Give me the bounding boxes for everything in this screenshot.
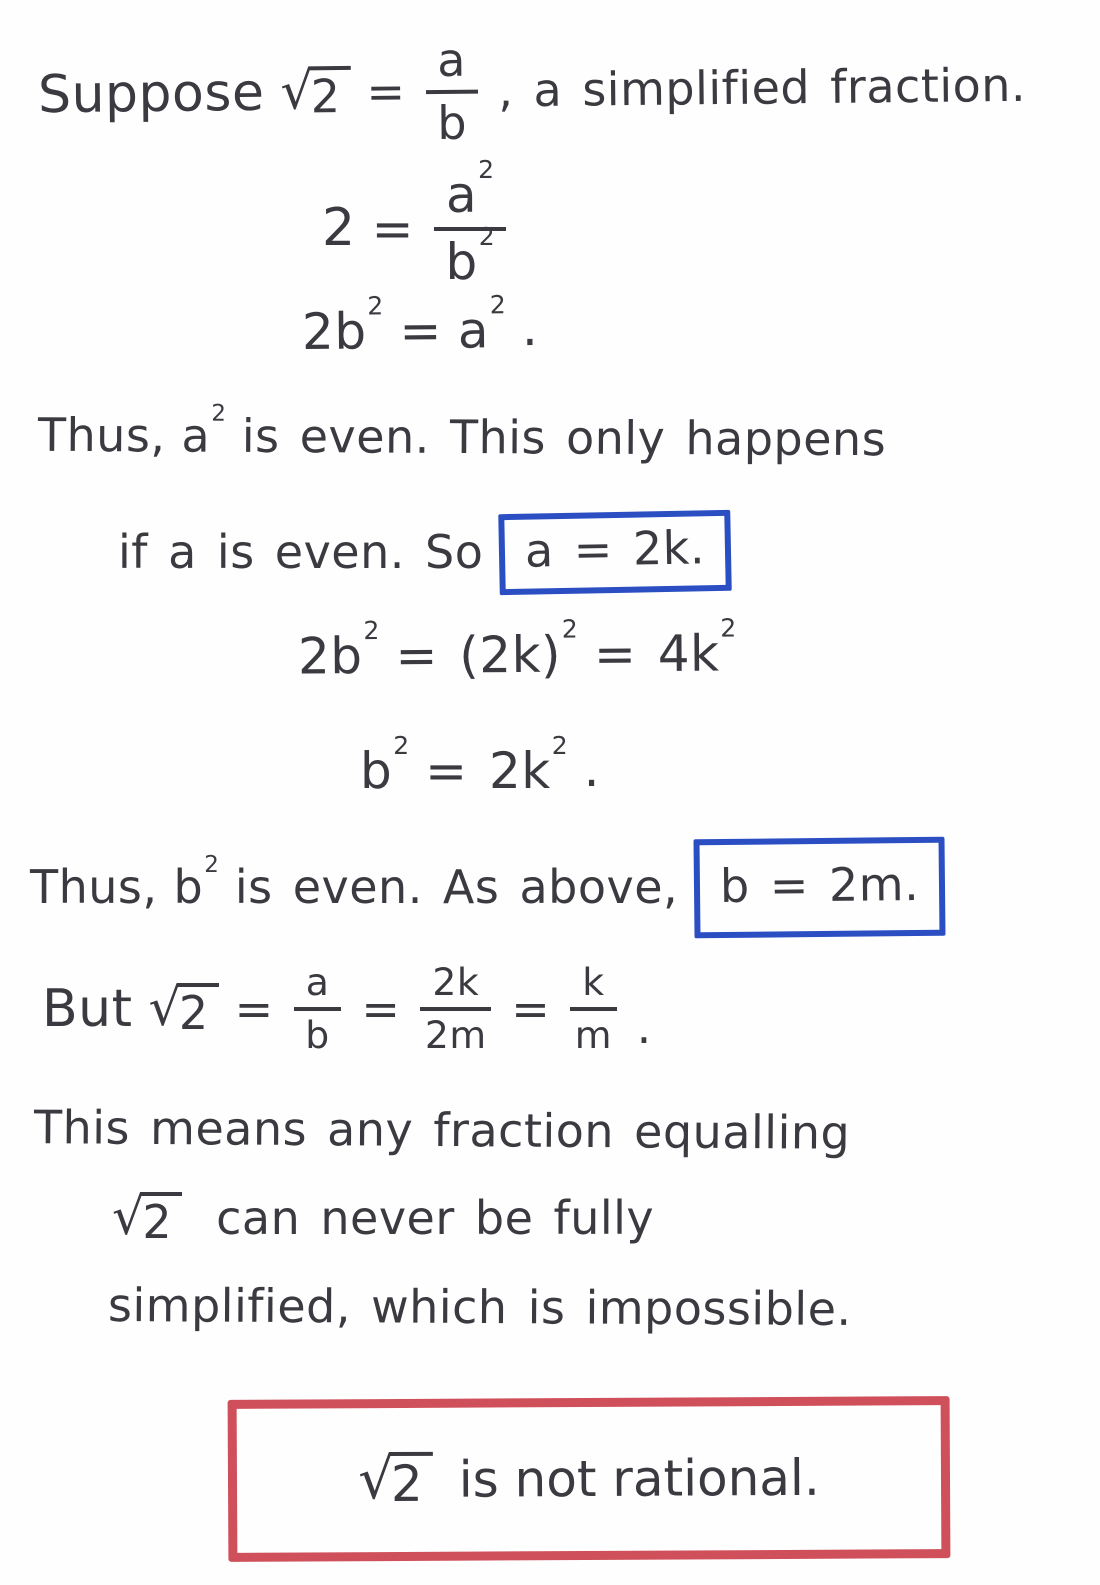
num-exponent: 2: [478, 155, 495, 185]
word-thus: Thus,: [37, 407, 166, 463]
sqrt-2-expression: [280, 61, 351, 124]
fraction-numerator: a: [425, 35, 478, 94]
equals-sign: =: [399, 301, 443, 361]
fraction-numerator: 2k: [420, 962, 491, 1011]
fraction-k-over-m: [570, 962, 616, 1057]
period: .: [636, 1000, 652, 1055]
fraction-a2-over-b2: [434, 155, 506, 291]
fraction-denominator: [445, 222, 495, 291]
fraction-denominator: b: [437, 95, 468, 150]
term-4k-exponent: 2: [720, 613, 737, 643]
equals-sign: =: [361, 982, 401, 1037]
term-2b-exponent: 2: [363, 616, 380, 646]
boxed-equation: a = 2k.: [524, 520, 706, 578]
if-a-text: if a is even. So: [118, 525, 484, 579]
term-2b2: [297, 616, 380, 686]
word-thus: Thus,: [30, 860, 158, 914]
proof-line-means-2: [112, 1187, 655, 1249]
equals-4k-squared: [593, 613, 737, 684]
term-b-base: b: [173, 860, 204, 914]
term-2b-base: 2b: [297, 627, 363, 686]
means-text-2: can never be fully: [216, 1191, 655, 1246]
term-2k-paren: = (2k): [395, 625, 562, 685]
lead-2: 2: [322, 198, 356, 259]
radical-icon: √: [280, 61, 315, 122]
period: .: [583, 740, 601, 798]
fraction-numerator: [434, 155, 506, 231]
fraction-a-over-b: [294, 962, 342, 1057]
equals-2k-squared: [425, 731, 568, 800]
fraction-numerator: a: [294, 962, 342, 1011]
den-exponent: 2: [478, 222, 495, 252]
conclusion-box: [228, 1396, 951, 1562]
equals-sign: =: [234, 982, 274, 1037]
proof-line-suppose: [37, 29, 1026, 153]
term-a2-exponent: 2: [489, 290, 506, 320]
fraction-2k-over-2m: [420, 962, 491, 1057]
term-2b-exponent: 2: [367, 291, 384, 321]
term-b-exponent: 2: [204, 851, 219, 878]
fraction-numerator: k: [570, 962, 616, 1011]
term-b-exponent: 2: [393, 731, 410, 761]
proof-line-expand: [297, 613, 737, 686]
term-a2-base: a: [457, 301, 490, 360]
term-a-exponent: 2: [211, 400, 227, 427]
fraction-denominator: 2m: [424, 1013, 487, 1058]
means-text-3: simplified, which is impossible.: [107, 1278, 852, 1336]
equals-sign: =: [366, 64, 406, 120]
sqrt-2-expression: [112, 1187, 182, 1249]
word-but: But: [42, 978, 133, 1039]
den-base: b: [445, 233, 478, 291]
proof-line-squared: [322, 155, 510, 291]
fraction-denominator: m: [574, 1013, 613, 1058]
word-suppose: Suppose: [37, 62, 265, 126]
term-b-base: b: [360, 742, 393, 800]
equals-sign: =: [511, 982, 551, 1037]
term-2k-exponent: 2: [561, 614, 578, 644]
equals-sign: =: [371, 199, 414, 258]
highlight-box-b-equals-2m: [694, 837, 946, 938]
proof-line-b-squared: [360, 731, 601, 801]
fraction-denominator: b: [305, 1013, 330, 1058]
period: .: [521, 298, 539, 358]
sqrt-2-expression: [358, 1446, 433, 1513]
term-2k-base: = 2k: [425, 742, 551, 800]
num-base: a: [446, 166, 478, 224]
boxed-equation: b = 2m.: [719, 856, 920, 914]
term-a2: [457, 290, 507, 360]
term-2b-base: 2b: [301, 302, 367, 362]
term-a2: [181, 400, 227, 463]
radical-icon: √: [112, 1187, 146, 1247]
radicand: 2: [308, 66, 350, 119]
proof-line-means-1: [34, 1102, 851, 1158]
proof-line-thus-b: [30, 838, 945, 937]
conclusion-text: is not rational.: [458, 1448, 820, 1509]
radical-icon: √: [358, 1446, 395, 1512]
suppose-tail-text: , a simplified fraction.: [497, 58, 1027, 118]
radicand: 2: [140, 1192, 182, 1245]
thus-a-text: is even. This only happens: [241, 408, 887, 467]
radicand: 2: [177, 983, 219, 1036]
radicand: 2: [389, 1451, 433, 1508]
term-b2: [173, 851, 219, 914]
term-b2: [360, 731, 410, 800]
radical-icon: √: [148, 977, 182, 1038]
term-4k-base: = 4k: [593, 624, 720, 684]
equals-2k-squared: [395, 614, 578, 685]
proof-line-thus-a: [37, 400, 887, 467]
means-text-1: This means any fraction equalling: [33, 1100, 851, 1160]
proof-line-if-a-even: [118, 512, 731, 593]
sqrt-2-expression: [148, 977, 219, 1040]
proof-line-means-3: [108, 1280, 852, 1334]
term-a-base: a: [181, 408, 211, 463]
proof-line-but: [42, 962, 652, 1057]
proof-line-cross-multiplied: [301, 290, 539, 362]
term-2b: [301, 291, 384, 362]
fraction-a-over-b: [425, 32, 479, 150]
thus-b-text: is even. As above,: [234, 860, 679, 914]
highlight-box-a-equals-2k: [499, 510, 733, 595]
term-2k-exponent: 2: [551, 731, 568, 761]
